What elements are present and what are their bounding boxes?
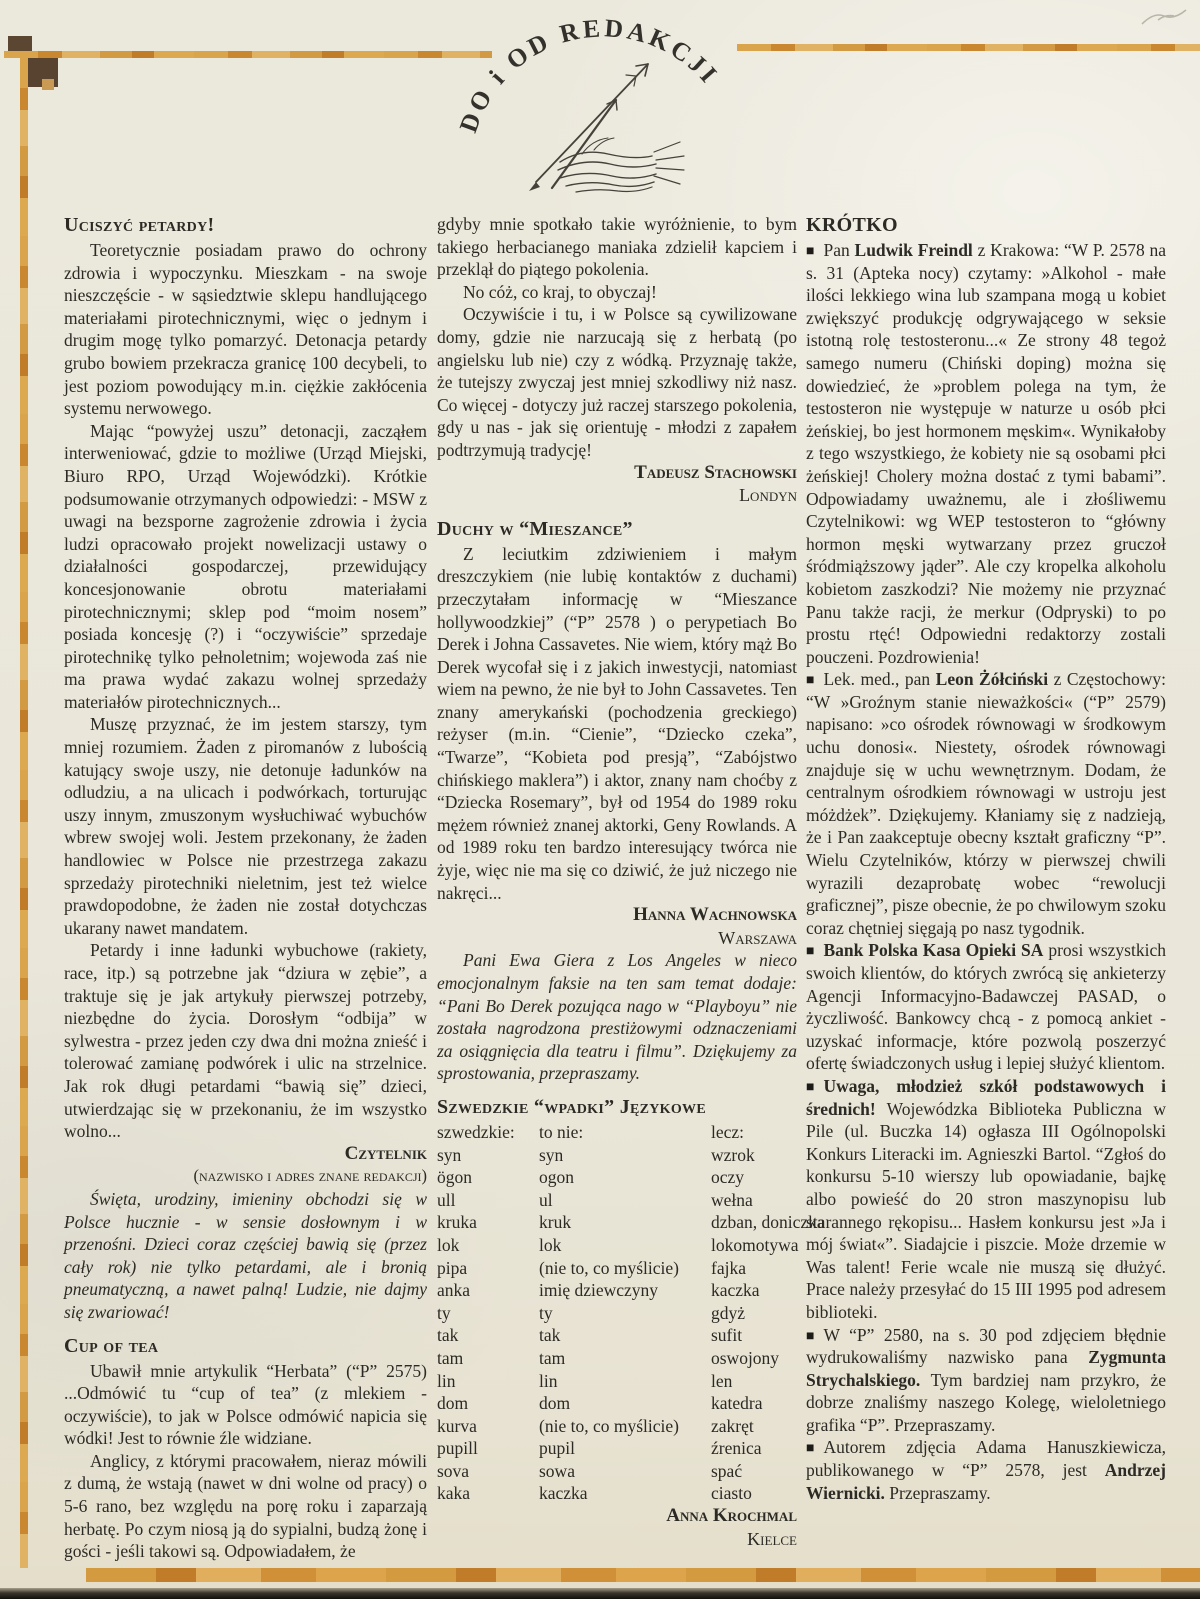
signature-name: Anna Krochmal [666,1505,797,1527]
ornament-bottom-rule [86,1568,1200,1582]
bullet-square-icon: ■ [806,1079,815,1095]
signature-city: Londyn [739,485,797,506]
ornament-top-rule-right [737,44,1200,51]
krotko-item: ■ Lek. med., pan Leon Żółciński z Częstochowy: “W »Groźnym stanie nieważkości« (“P” 2579) napisano: »co ośrodek równowagi w środkowym uchu donosi«. Niestety, ośrodek równowagi znajduje się w uchu wewnętrznym. Dodam, że centralnym ośrodkiem równowagi w ustroju jest móżdżek”. Dziękujemy. Kłaniamy się z nadzieją, że i Pan zaakceptuje obecny kształt graficzny “P”. Wielu Czytelników, którzy w pierwszej chwili wyrazili dezaprobatę wobec “rewolucji graficznej”, pisze obecnie, że po chwilowym szoku coraz chętniej sięgają po nasz tygodnik. [806,669,1167,938]
body-paragraph: Ubawił mnie artykulik “Herbata” (“P” 2575) ...Odmówić tu “cup of tea” (z mlekiem - oczywiście), to jak w Polsce odmówić napicia się wódki! Jest to równie źle widziane. [64,1360,427,1449]
body-paragraph: Anglicy, z którymi pracowałem, nieraz mówili z dumą, że wstają (nawet w dni wolne od pracy) o 5-6 rano, bez względu na porę roku i zaparzają herbatę. Po czym niosą ją do sypialni, budzą żonę i gości - jeśli takowi są. Odpowiadałem, że [64,1450,427,1562]
table-row: pupill pupil źrenica [437,1438,762,1459]
table-row: tam tam oswojony [437,1347,780,1368]
swedish-table [437,1121,825,1505]
scan-bottom-edge [0,1588,1200,1599]
krotko-item: ■ Bank Polska Kasa Opieki SA prosi wszystkich swoich klientów, do których zwrócą się ankieterzy Agencji Informacyjno-Badawczej PASAD, o życzliwość. Bankowcy chcą - z pomocą ankiet - uzyskać informacje, które pozwolą poszerzyć ofertę świadczonych usług i lepiej służyć klientom. [806,940,1166,1074]
body-paragraph: Mając “powyżej uszu” detonacji, zacząłem interweniować, gdzie to możliwe (Urząd Miejski, Biuro RPO, Urząd Wojewódzki). Krótkie podsumowanie otrzymanych odpowiedzi: - MSW z uwagi na bezsporne zagrożenie zdrowia i życia ludzi opracowało projekt nowelizacji ustawy o działalności gospodarczej, przewidujący koncesjonowanie obrotu materiałami pirotechnicznymi; sklep pod “moim nosem” posiada koncesję (?) i “oczywiście” sprzedaje pirotechnikę tylko pełnoletnim; wojewoda zaś nie ma prawa wydać zakazu wolnej sprzedaży materiałów pirotechnicznych... [64,420,427,712]
table-row: ull ul wełna [437,1189,753,1210]
header-arc-title: DO i OD REDAKCJI [453,13,725,137]
table-row: lin lin len [437,1370,733,1391]
krotko-item: ■ Autorem zdjęcia Adama Hanuszkiewicza, publikowanego w “P” 2578, jest Andrzej Wiernicki. Przepraszamy. [806,1437,1166,1503]
ornament-top-rule-left [4,51,492,58]
table-row: kurva (nie to, co myślicie) zakręt [437,1415,754,1436]
ornament-left-rule [20,58,28,1568]
column-left [64,213,427,1563]
table-row: szwedzkie: to nie: lecz: [437,1121,745,1142]
table-row: sova sowa spać [437,1460,743,1481]
section-title-szwedzkie-wpadki: Szwedzkie “wpadki” Językowe [437,1095,706,1118]
body-paragraph: Oczywiście i tu, i w Polsce są cywilizowane domy, gdzie nie narzucają się z herbatą (po angielsku lub nie) czy z wódką. Przyznaję także, że tutejszy zwyczaj jest mniej szkodliwy niż nasz. Co więcej - dotyczy już raczej starszego pokolenia, gdy u nas - jak się orientuję - młodzi z zapałem podtrzymują tradycję! [437,304,797,460]
table-row: syn syn wzrok [437,1144,755,1165]
body-paragraph: Petardy i inne ładunki wybuchowe (rakiety, race, itp.) są potrzebne jak “dziura w zębie”, a traktuje się je jak artykuły pierwszej potrzeby, niezbędne do życia. Dorosłym “odbija” w sylwestra - przez jeden czy dwa dni można znieść i tolerować zamianę podwórek i ulic na strzelnice. Jak rok długi petardami “bawią się” dzieci, utwierdzając się w przekonaniu, że im wszystko wolno... [64,940,427,1142]
table-row: tak tak sufit [437,1325,743,1346]
bullet-square-icon: ■ [806,1328,815,1344]
column-right [806,213,1166,1504]
body-paragraph: Muszę przyznać, że im jestem starszy, tym mniej rozumiem. Żaden z piromanów z lubością katujący swoje uszy, nie detonuje ładunków na odludziu, a na ulicach i podwórkach, torturując uszy innym, zmuszonym wysłuchiwać wybuchów wbrew swojej woli. Jestem przekonany, że żaden handlowiec w Polsce nie przestrzega zakazu sprzedaży pirotechniki nieletnim, jest też wielce prawdopodobne, że żaden nie został dotychczas ukarany nawet mandatem. [64,714,427,938]
signature-name: Tadeusz Stachowski [634,461,797,483]
table-row: kruka kruk dzban, doniczka [437,1212,825,1233]
signature-city: Warszawa [718,927,797,948]
body-paragraph: Teoretycznie posiadam prawo do ochrony zdrowia i wypoczynku. Mieszkam - na swoje nieszczęście - w sąsiedztwie sklepu handlującego materiałami pirotechnicznymi, więc o jednym i drugim mogę tylko pomarzyć. Detonacja petardy grubo bowiem przekracza granicę 100 decybeli, to jest poziom powodujący m.in. ciężkie zakłócenia systemu nerwowego. [64,240,427,419]
body-paragraph: gdyby mnie spotkało takie wyróżnienie, to bym takiego herbacianego maniaka zdzielił kapciem i przeklął do piątego pokolenia. [437,214,797,280]
krotko-item: ■ W “P” 2580, na s. 30 pod zdjęciem błędnie wydrukowaliśmy nazwisko pana Zygmunta Strychalskiego. Tym bardziej nam przykro, że dobrze znaliśmy naszego Kolegę, wieloletniego grafika “P”. Przepraszamy. [806,1324,1166,1435]
pen-scribble-mark [1140,4,1192,30]
editorial-note: Pani Ewa Giera z Los Angeles w nieco emocjonalnym faksie na ten sam temat dodaje: “Pani Bo Derek pozująca nago w “Playboyu” nie została nagrodzona prestiżowymi odznaczeniami za osiągnięcia dla teatru i filmu”. Dziękujemy za sprostowania, przepraszamy. [437,950,797,1084]
section-title-cup-of-tea: Cup of tea [64,1334,159,1357]
signature-name: Hanna Wachnowska [633,904,797,926]
signature-name: Czytelnik [344,1142,427,1164]
krotko-item: ■ Pan Ludwik Freindl z Krakowa: “W P. 2578 na s. 31 (Apteka nocy) czytamy: »Alkohol - małe ilości lekkiego wina lub szampana mogą u kobiet zwiększyć produkcję odgrywającego w seksie istotną rolę testosteronu...« Ze strony 48 tegoż samego numeru (Chiński doping) można się dowiedzieć, że »problem polega na tym, że testosteron nie występuje w naturze u osób płci żeńskiej, bo jest hormonem męskim«. Wynikałoby z tego wszystkiego, że kobiety nie są osobami płci żeńskiej! Cholery można dostać z tymi babami”. Odpowiadamy uważnemu, ale i złośliwemu Czytelnikowi: wg WEP testosteron to “główny hormon męski wytwarzany przez gruczoł śródmiąższowy jąder”. Ale czy kropelka alkoholu kobietom zaszkodzi? Nie możemy nie przyznać Panu także racji, że merkur (Odpryski) to po prostu rtęć! Odpowiedni redaktorzy zostali pouczeni. Pozdrowienia! [806,240,1167,667]
column-middle [437,213,825,1550]
body-paragraph: Z leciutkim zdziwieniem i małym dreszczykiem (nie lubię kontaktów z duchami) przeczytałam informację w “Mieszance hollywoodzkiej” (“P” 2578 ) o perypetiach Bo Derek i Johna Cassavetes. Nie wiem, który mąż Bo Derek wycofał się i z jakich inwestycji, natomiast wiem na pewno, że nie był to John Cassavetes. Ten znany amerykański (pochodzenia greckiego) reżyser (m.in. “Cienie”, “Dziecko czeka”, “Twarze”, “Kobieta pod presją”, “Zabójstwo chińskiego maklera”) i aktor, znany nam choćby z “Dziecka Rosemary”, był od 1954 do 1989 roku mężem również znanej aktorki, Geny Rowlands. A od 1989 roku ten bardzo interesujący twórca nie żyje, więc nie ma się co dziwić, że już niczego nie nakręci... [437,543,797,903]
editorial-note: Święta, urodziny, imieniny obchodzi się w Polsce hucznie - w sensie dosłownym i w przenośni. Dzieci coraz częściej bawią się (przez cały rok) nie tylko petardami, ale i bronią pneumatyczną, a nawet palną! Ludzie, nie dajmy się zwariować! [64,1188,427,1322]
bullet-square-icon: ■ [806,944,815,960]
table-row: ty ty gdyż [437,1302,746,1323]
krotko-item: ■ Uwaga, młodzież szkół podstawowych i średnich! Wojewódzka Biblioteka Publiczna w Pile (ul. Buczka 14) ogłasza III Ogólnopolski Konkurs Literacki im. Agnieszki Bartol. “Zgłoś do konkursu 5-10 wierszy lub opowiadanie, bajkę albo powieść do 20 stron maszynopisu lub starannego rękopisu... Hasłem konkursu jest »Ja i mój świat«”. Siadajcie i piszcie. Może drzemie w Was talent! Ferie wcale nie muszą się dłużyć. Prace należy przesyłać do 15 III 1995 pod adresem biblioteki. [806,1075,1166,1322]
section-title-krotko: KRÓTKO [806,214,898,236]
masthead [440,2,800,222]
table-row: pipa (nie to, co myślicie) fajka [437,1257,746,1278]
corner-square-gold [42,79,54,90]
body-paragraph: No cóż, co kraj, to obyczaj! [463,281,657,302]
table-row: ögon ogon oczy [437,1167,745,1188]
table-row: lok lok lokomotywa [437,1234,799,1255]
quill-and-arrows-illustration [529,64,684,192]
bullet-square-icon: ■ [806,244,815,259]
bullet-square-icon: ■ [806,673,815,689]
table-row: anka imię dziewczyny kaczka [437,1280,760,1301]
signature-city: Kielce [747,1528,797,1549]
bullet-square-icon: ■ [806,1441,815,1457]
section-title-duchy: Duchy w “Mieszance” [437,517,633,540]
section-title-uciszyc-petardy: Uciszyć petardy! [64,214,215,236]
table-row: kaka kaczka ciasto [437,1483,752,1504]
table-row: dom dom katedra [437,1393,763,1414]
signature-note: (nazwisko i adres znane redakcji) [193,1166,427,1186]
